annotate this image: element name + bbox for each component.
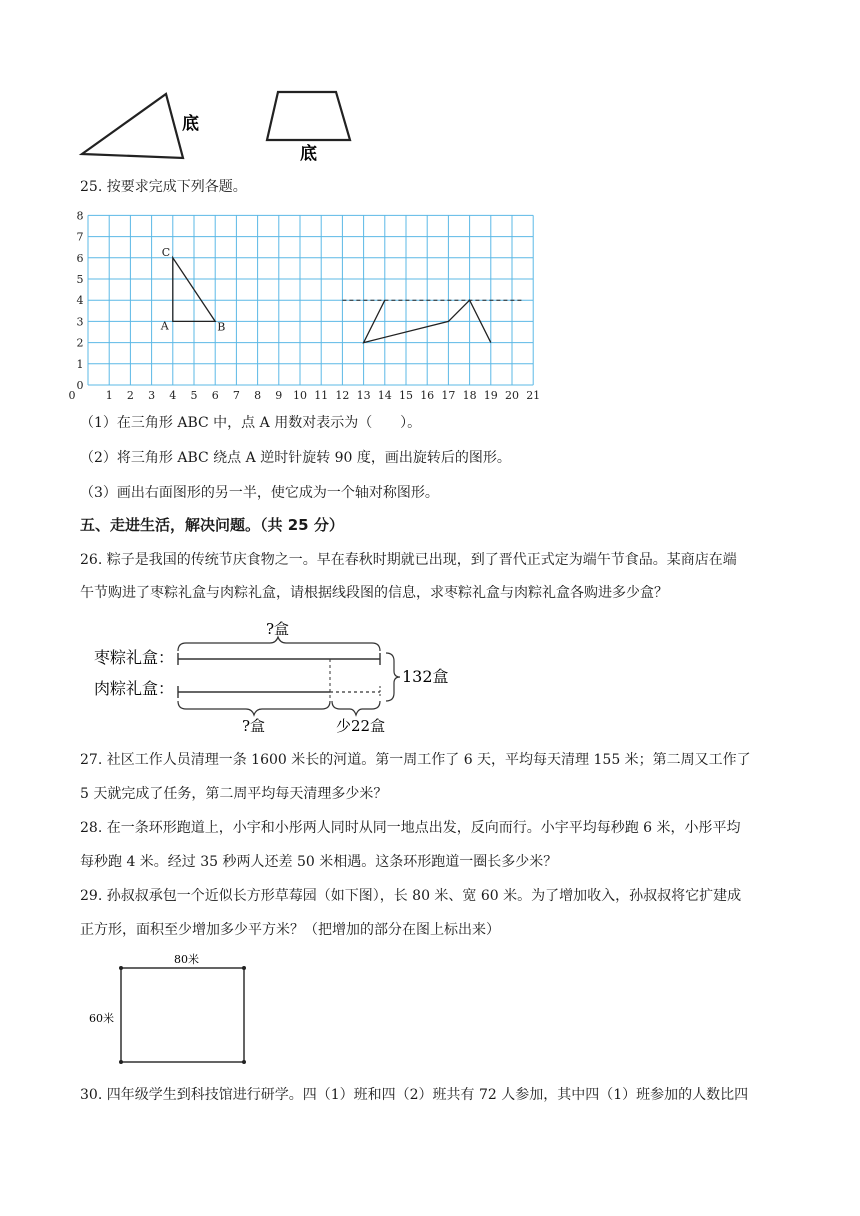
x-tick-label: 17 (441, 389, 456, 402)
y-tick-label: 6 (76, 251, 84, 265)
x-tick-label: 14 (377, 389, 392, 402)
q26-line2: 午节购进了枣粽礼盒与肉粽礼盒，请根据线段图的信息，求枣粽礼盒与肉粽礼盒各购进多少盒？ (80, 585, 668, 601)
width-label: 60米 (89, 1012, 114, 1025)
q27-line1: 27. 社区工作人员清理一条 1600 米长的河道。第一周工作了 6 天，平均每天清理 155 米；第二周又工作了 (80, 752, 751, 768)
total-brace (386, 653, 400, 701)
triangle-base-label: 底 (182, 114, 199, 134)
q29-line1: 29. 孙叔叔承包一个近似长方形草莓园（如下图），长 80 米、宽 60 米。为了增加收入，孙叔叔将它扩建成 (80, 888, 742, 904)
x-tick-label: 0 (68, 389, 76, 402)
x-tick-label: 2 (126, 389, 134, 402)
trapezoid-figure (267, 92, 350, 140)
y-tick-label: 0 (76, 379, 84, 392)
q25-sub3: （3）画出右面图形的另一半，使它成为一个轴对称图形。 (80, 485, 439, 501)
y-tick-label: 1 (76, 357, 84, 371)
total-label: 132盒 (402, 667, 449, 686)
y-tick-label: 8 (76, 209, 84, 223)
q25-sub1: （1）在三角形 ABC 中，点 A 用数对表示为（ ）。 (80, 415, 422, 431)
length-label: 80米 (174, 953, 199, 966)
x-tick-label: 9 (275, 389, 283, 402)
y-tick-label: 2 (76, 336, 84, 350)
x-tick-label: 11 (314, 389, 329, 402)
bottom-quantity-label: ?盒 (242, 717, 266, 735)
x-tick-label: 19 (483, 389, 498, 402)
x-tick-label: 20 (505, 389, 519, 402)
corner-dot (242, 966, 246, 970)
x-tick-label: 7 (232, 389, 240, 402)
y-tick-label: 5 (76, 273, 84, 286)
top-brace (178, 637, 380, 651)
trapezoid-base-label: 底 (300, 144, 317, 164)
corner-dot (119, 966, 123, 970)
q27-line2: 5 天就完成了任务，第二周平均每天清理多少米？ (80, 786, 388, 802)
x-tick-label: 5 (190, 389, 198, 402)
q29-line2: 正方形，面积至少增加多少平方米？（把增加的部分在图上标出来） (80, 922, 500, 938)
point-a-label: A (160, 319, 169, 333)
strawberry-field-rect (121, 968, 244, 1062)
bottom-brace-left (178, 701, 330, 715)
point-b-label: B (217, 320, 226, 334)
x-tick-label: 10 (293, 389, 307, 402)
x-tick-label: 21 (526, 389, 541, 402)
q25-stem: 25. 按要求完成下列各题。 (80, 179, 247, 195)
top-figures (70, 80, 370, 170)
q26-line1: 26. 粽子是我国的传统节庆食物之一。早在春秋时期就已出现，到了晋代正式定为端午节食品。某商店在端 (80, 552, 737, 568)
x-tick-label: 13 (356, 389, 371, 402)
q30-line1: 30. 四年级学生到科技馆进行研学。四（1）班和四（2）班共有 72 人参加，其中四（1）班参加的人数比四 (80, 1087, 749, 1103)
triangle-figure (82, 94, 183, 158)
q25-sub2: （2）将三角形 ABC 绕点 A 逆时针旋转 90 度，画出旋转后的图形。 (80, 450, 511, 466)
q25-coordinate-grid (60, 205, 550, 405)
x-tick-label: 3 (148, 389, 156, 402)
y-tick-label: 3 (76, 315, 84, 329)
q26-segment-diagram (90, 615, 470, 735)
difference-label: 少22盒 (336, 717, 386, 735)
x-tick-label: 8 (254, 389, 262, 402)
x-tick-label: 16 (420, 389, 435, 402)
q28-line2: 每秒跑 4 米。经过 35 秒两人还差 50 米相遇。这条环形跑道一圈长多少米？ (80, 854, 558, 870)
y-tick-label: 4 (76, 294, 84, 308)
x-tick-label: 12 (335, 389, 350, 402)
section-5-title: 五、走进生活，解决问题。（共 25 分） (80, 516, 344, 534)
top-quantity-label: ?盒 (266, 620, 290, 638)
row2-label: 肉粽礼盒： (94, 679, 175, 698)
x-tick-label: 1 (105, 389, 113, 402)
x-tick-label: 15 (399, 389, 413, 402)
bottom-brace-right (332, 701, 380, 715)
corner-dot (119, 1060, 123, 1064)
point-c-label: C (161, 245, 171, 259)
q28-line1: 28. 在一条环形跑道上，小宇和小彤两人同时从同一地点出发，反向而行。小宇平均每秒跑 6 米，小彤平均 (80, 820, 741, 836)
y-tick-label: 7 (76, 230, 84, 244)
q29-rectangle-figure (85, 950, 265, 1070)
x-tick-label: 4 (169, 389, 177, 402)
x-tick-label: 18 (462, 389, 477, 402)
row1-label: 枣粽礼盒： (94, 648, 175, 667)
corner-dot (242, 1060, 246, 1064)
x-tick-label: 6 (211, 389, 219, 402)
